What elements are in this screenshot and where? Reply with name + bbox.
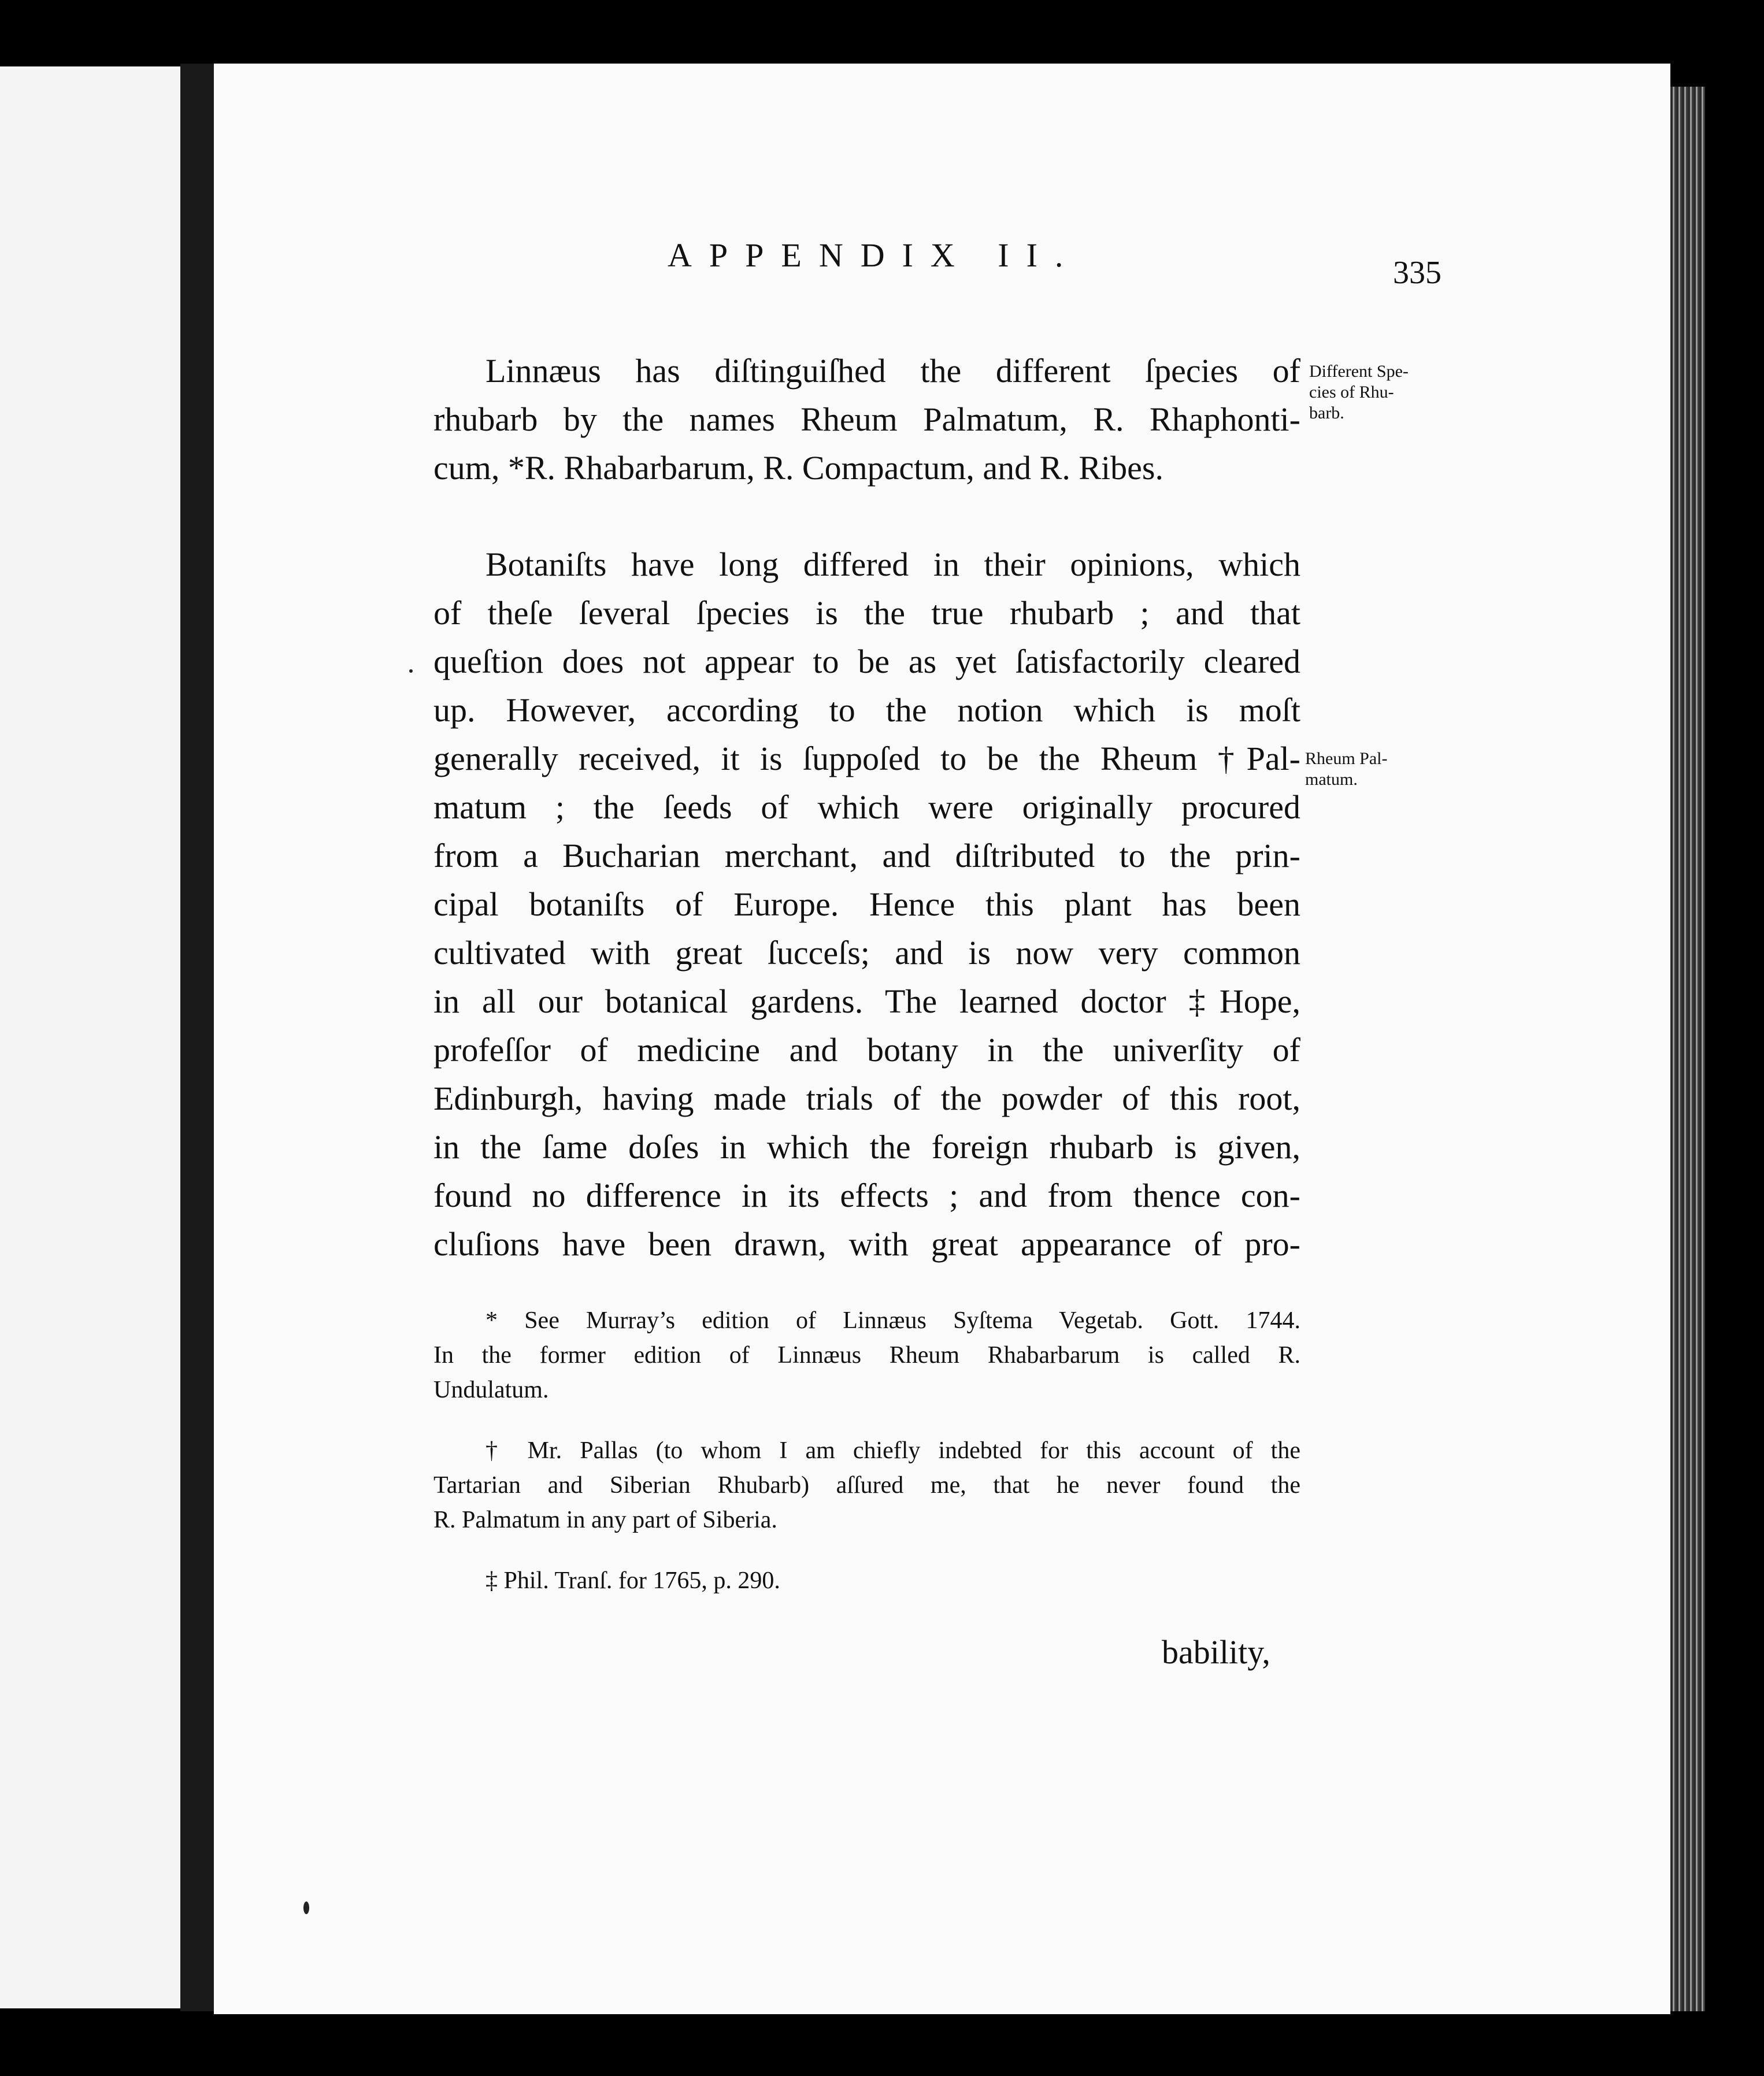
footnote-line: † Mr. Pallas (to whom I am chiefly indebted for this account of the (486, 1437, 1300, 1464)
footnote-dagger (433, 1433, 1300, 1537)
paragraph-2 (433, 540, 1300, 1269)
ink-speck (409, 669, 413, 673)
margin-note-line: barb. (1309, 403, 1344, 422)
margin-note-line: matum. (1305, 770, 1358, 789)
footnote-line: Tartarian and Siberian Rhubarb) aſſured me, that he never found the (433, 1472, 1300, 1499)
margin-note-line: Different Spe- (1309, 362, 1409, 381)
text-line: in the ſame doſes in which the foreign rhubarb is given, (433, 1128, 1300, 1166)
text-line: cum, *R. Rhabarbarum, R. Compactum, and R. Ribes. (433, 449, 1163, 487)
text-line: cultivated with great ſucceſs; and is now very common (433, 934, 1300, 972)
page-edges (1670, 87, 1705, 2011)
text-line: Botaniſts have long differed in their opinions, which (486, 546, 1300, 583)
footnote-line: Undulatum. (433, 1377, 549, 1403)
margin-note-species (1309, 361, 1409, 424)
paragraph-1 (433, 347, 1300, 492)
text-line: Linnæus has diſtinguiſhed the different ſpecies of (486, 352, 1300, 390)
running-header: APPENDIX II. (668, 236, 1081, 274)
facing-page (0, 66, 180, 2008)
footnote-double-dagger (433, 1563, 1300, 1598)
footnote-line: * See Murray’s edition of Linnæus Syſtema Vegetab. Gott. 1744. (486, 1307, 1300, 1334)
margin-note-line: cies of Rhu- (1309, 383, 1394, 402)
footnote-star (433, 1303, 1300, 1407)
footnote-line: In the former edition of Linnæus Rheum Rhabarbarum is called R. (433, 1342, 1300, 1369)
text-line: cluſions have been drawn, with great appearance of pro- (433, 1225, 1300, 1263)
text-line: matum ; the ſeeds of which were originally procured (433, 788, 1300, 826)
text-line: queſtion does not appear to be as yet ſatisfactorily cleared (433, 643, 1300, 680)
text-line: found no difference in its effects ; and from thence con- (433, 1177, 1300, 1214)
text-line: profeſſor of medicine and botany in the univerſity of (433, 1031, 1300, 1069)
text-line: Edinburgh, having made trials of the powder of this root, (433, 1080, 1300, 1117)
text-line: rhubarb by the names Rheum Palmatum, R. Rhaphonti- (433, 401, 1300, 438)
footnote-line: R. Palmatum in any part of Siberia. (433, 1507, 777, 1533)
text-line: in all our botanical gardens. The learned doctor ‡Hope, (433, 983, 1300, 1020)
text-line: up. However, according to the notion which is moſt (433, 691, 1300, 729)
margin-note-line: Rheum Pal- (1305, 749, 1388, 768)
text-line: of theſe ſeveral ſpecies is the true rhubarb ; and that (433, 594, 1300, 632)
margin-note-rheum-palmatum (1305, 748, 1388, 790)
page-number: 335 (1393, 255, 1441, 291)
ink-speck (303, 1901, 309, 1914)
text-line: cipal botaniſts of Europe. Hence this plant has been (433, 885, 1300, 923)
footnote-line: ‡ Phil. Tranſ. for 1765, p. 290. (486, 1567, 780, 1594)
text-line: generally received, it is ſuppoſed to be the Rheum †Pal- (433, 740, 1300, 777)
book-gutter (180, 64, 214, 2011)
text-line: from a Bucharian merchant, and diſtributed to the prin- (433, 837, 1300, 874)
catchword: bability, (1162, 1633, 1270, 1671)
